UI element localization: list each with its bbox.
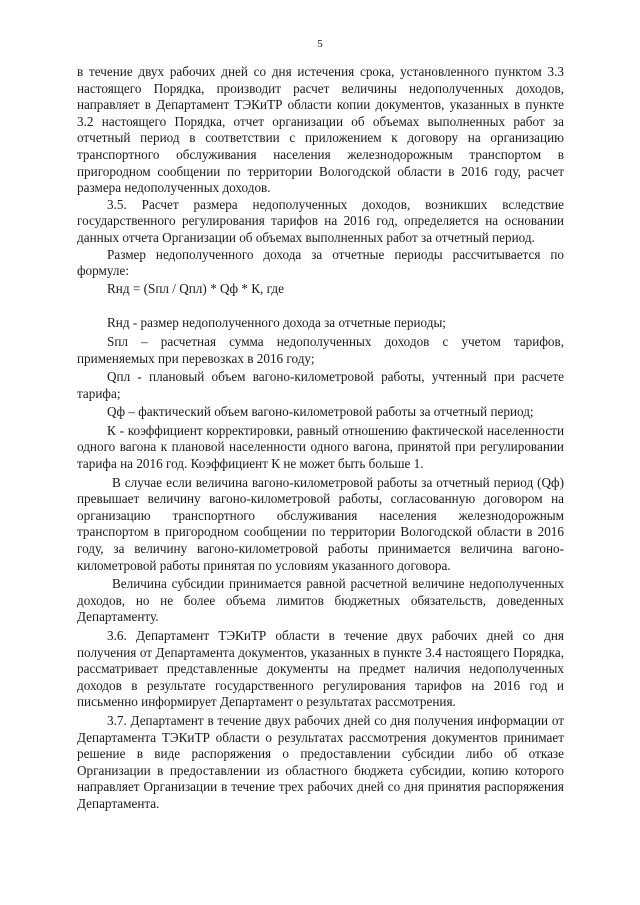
paragraph-subsidy: Величина субсидии принимается равной расчетной величине недополученных доходов, но не более объема лимитов бюджетных обязательств, доведенных Департаменту. bbox=[77, 576, 564, 625]
paragraph-continuation: в течение двух рабочих дней со дня истечения срока, установленного пунктом 3.3 настоящего Порядка, производит расчет величины недополученных доходов, направляет в Департамент ТЭКиТР области копии документов, указанных в пункте 3.2 настоящего Порядка, отчет организации об объемах выполненных работ за отчетный период в соответствии с приложением к договору на организацию транспортного обслуживания населения железнодорожным транспортом в пригородном сообщении по территории Вологодской области в 2016 году, расчет размера недополученных доходов. bbox=[77, 64, 564, 196]
paragraph-3-7: 3.7. Департамент в течение двух рабочих дней со дня получения информации от Департамента ТЭКиТР области о результатах рассмотрения документов принимает решение в виде распоряжения о предоставлении субсидии либо об отказе Организации в предоставлении из областного бюджета субсидии, копию которого направляет Организации в течение трех рабочих дней со дня принятия распоряжения Департамента. bbox=[77, 712, 564, 811]
paragraph-3-5: 3.5. Расчет размера недополученных доходов, возникших вследствие государственного регулирования тарифов на 2016 год, определяется на основании данных отчета Организации об объемах выполненных работ за отчетный период. bbox=[77, 196, 564, 245]
formula: Rнд = (Sпл / Qпл) * Qф * К, где bbox=[107, 280, 284, 296]
definition-spl: Sпл – расчетная сумма недополученных доходов с учетом тарифов, применяемых при перевозках в 2016 году; bbox=[77, 333, 564, 366]
spacer bbox=[77, 297, 564, 313]
paragraph-case: В случае если величина вагоно-километровой работы за отчетный период (Qф) превышает величину вагоно-километровой работы, согласованную договором на организацию транспортного обслуживания населения железнодорожным транспортом в пригородном сообщении по территории Вологодской области в 2016 году, за величину вагоно-километровой работы принимается величина вагоно-километровой работы принятая по условиям указанного договора. bbox=[77, 474, 564, 573]
document-body bbox=[77, 64, 564, 813]
paragraph-formula-intro: Размер недополученного дохода за отчетные периоды рассчитывается по формуле: bbox=[77, 246, 564, 279]
definition-qf: Qф – фактический объем вагоно-километровой работы за отчетный период; bbox=[107, 404, 534, 420]
page-number: 5 bbox=[317, 38, 323, 50]
definition-qpl: Qпл - плановый объем вагоно-километровой работы, учтенный при расчете тарифа; bbox=[77, 369, 564, 401]
definition-rnd: Rнд - размер недополученного дохода за отчетные периоды; bbox=[107, 315, 446, 331]
definition-k: К - коэффициент корректировки, равный отношению фактической населенности одного вагона к плановой населенности одного вагона, принятой при регулировании тарифа на 2016 год. Коэффициент К не может быть больше 1. bbox=[77, 422, 564, 472]
paragraph-3-6: 3.6. Департамент ТЭКиТР области в течение двух рабочих дней со дня получения от Департамента документов, указанных в пункте 3.4 настоящего Порядка, рассматривает представленные документы на предмет наличия недополученных доходов в результате государственного регулирования тарифов на 2016 год и письменно информирует Департамент о результатах рассмотрения. bbox=[77, 628, 564, 710]
